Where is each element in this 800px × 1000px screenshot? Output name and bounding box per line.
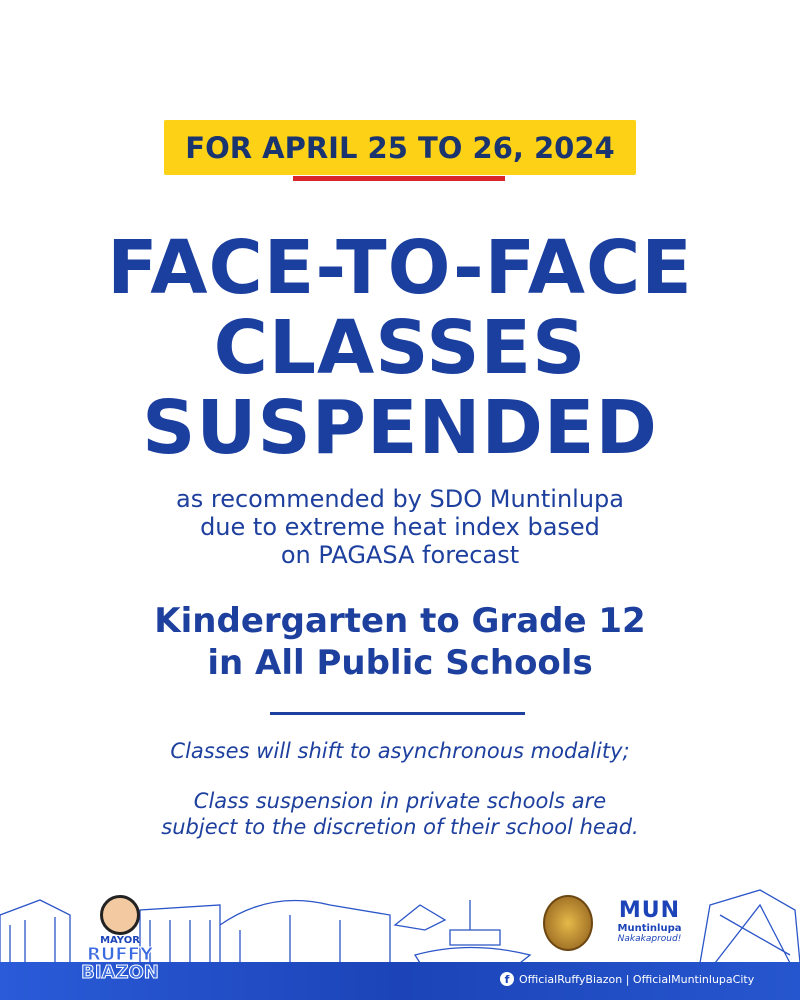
mayor-avatar [100,895,140,935]
date-banner [164,120,636,175]
logo-name: Muntinlupa [617,923,682,934]
date-banner-text: FOR APRIL 25 TO 26, 2024 [185,130,615,165]
subtext [0,485,800,569]
mayor-label: MAYOR [100,935,140,946]
headline [0,225,800,471]
note-private-schools [0,788,800,840]
headline-line: SUSPENDED [142,385,658,471]
note-line: Class suspension in private schools are [193,789,607,813]
logo-title: MUN [618,898,681,923]
facebook-icon: f [500,972,514,986]
headline-line: FACE-TO-FACE [107,225,693,311]
headline-line: CLASSES [213,305,587,391]
muntinlupa-logo [612,898,687,944]
subtext-line: due to extreme heat index based [200,513,600,541]
mayor-logo [80,895,160,982]
accent-underline [293,176,505,181]
social-links [500,972,754,986]
mayor-name: RUFFY [86,944,154,965]
social-text: OfficialRuffyBiazon | OfficialMuntinlupaCity [519,972,755,986]
note-line: subject to the discretion of their school head. [161,815,639,839]
divider [270,712,525,715]
city-seal [543,895,593,951]
note-asynchronous: Classes will shift to asynchronous modality; [170,739,630,763]
mayor-name: BIAZON [81,962,159,983]
logo-tagline: Nakakaproud! [617,934,682,944]
coverage-line: Kindergarten to Grade 12 [154,601,646,641]
coverage [0,600,800,684]
subtext-line: on PAGASA forecast [280,541,520,569]
coverage-line: in All Public Schools [207,643,593,683]
subtext-line: as recommended by SDO Muntinlupa [176,485,624,513]
